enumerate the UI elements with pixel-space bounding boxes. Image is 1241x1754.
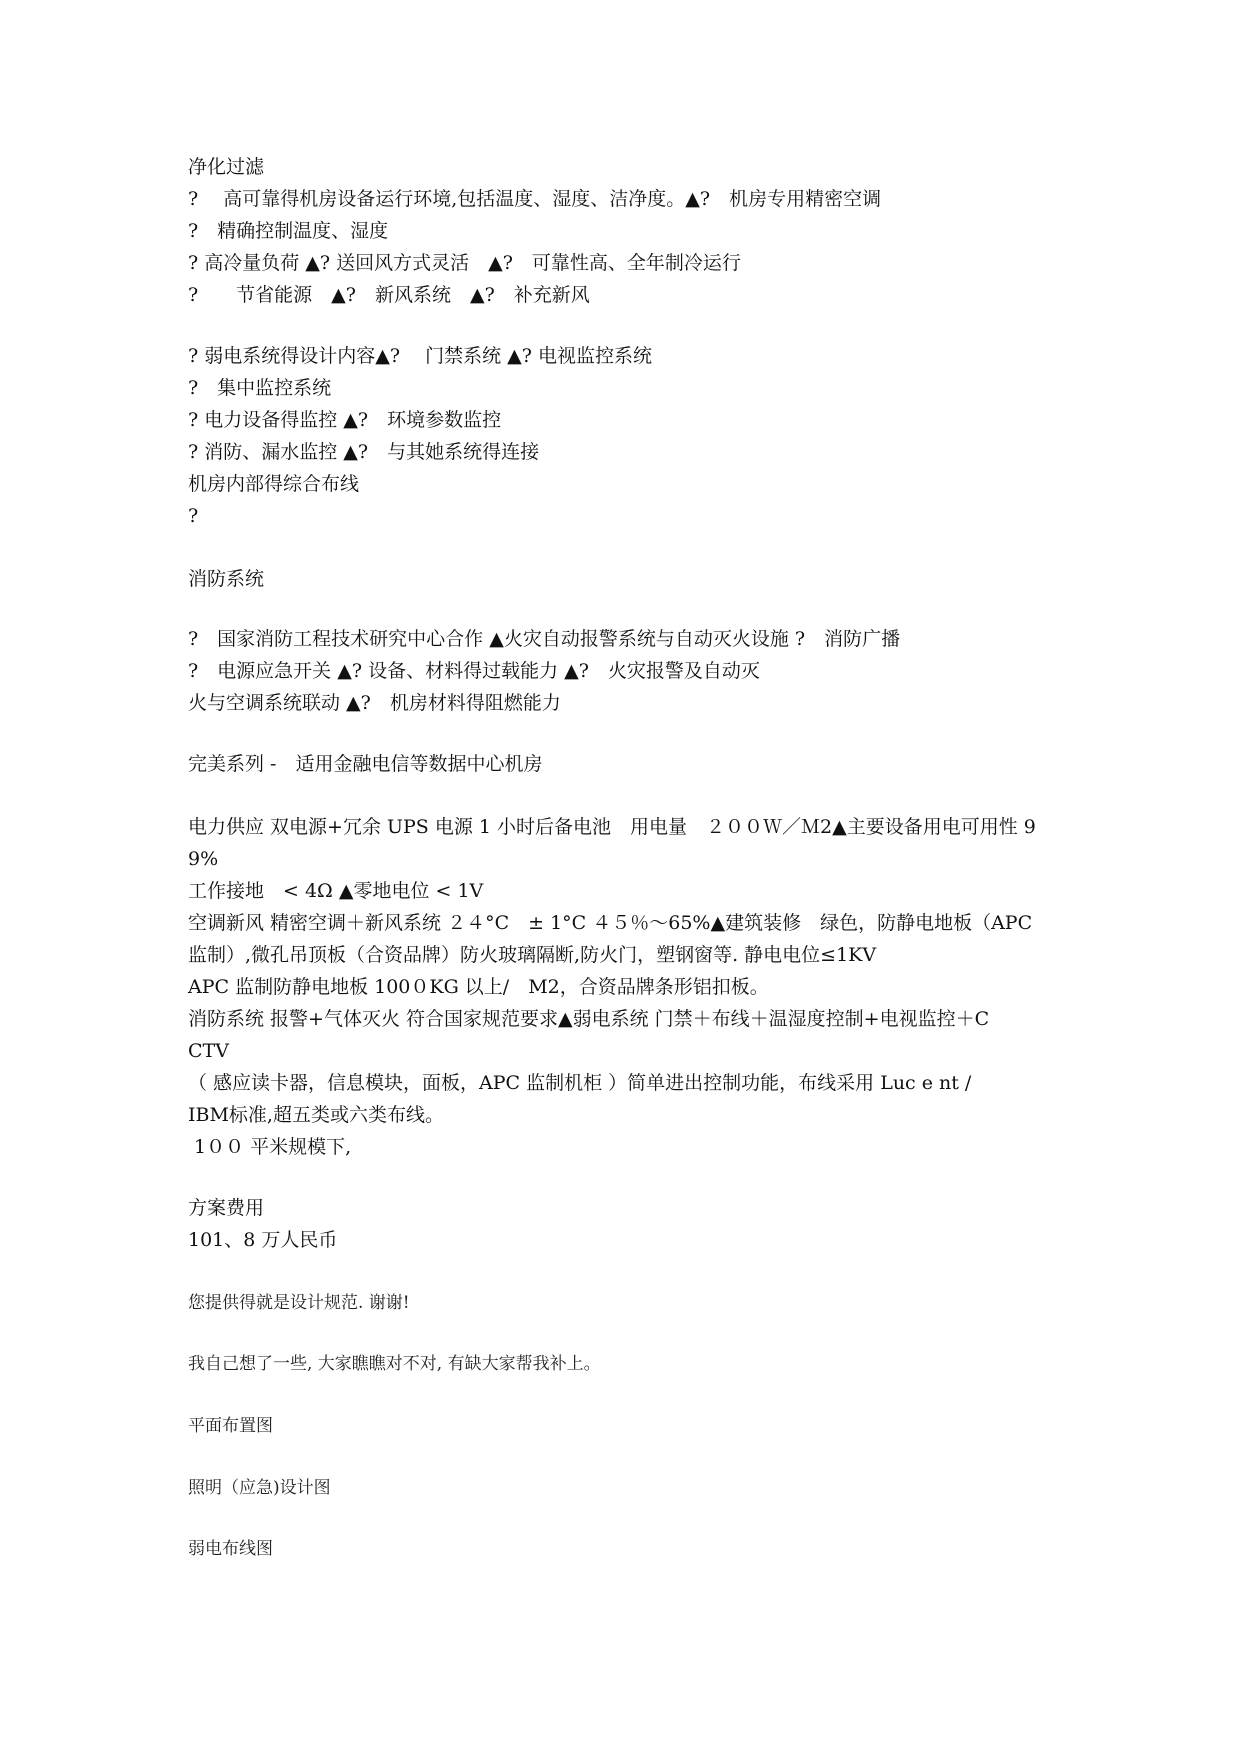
section-heading: 消防系统 xyxy=(188,568,265,590)
text-line: IBM标准,超五类或六类布线。 xyxy=(188,1104,444,1126)
text-line: APC 监制防静电地板 100０KG 以上/ M2，合资品牌条形铝扣板。 xyxy=(188,976,769,998)
text-line: ? 精确控制温度、湿度 xyxy=(188,220,389,242)
text-line: 监制）,微孔吊顶板（合资品牌）防火玻璃隔断,防火门，塑钢窗等. 静电电位≤1KV xyxy=(188,944,877,966)
text-line: 照明（应急)设计图 xyxy=(188,1478,331,1498)
text-line: ? 高冷量负荷 ▲? 送回风方式灵活 ▲? 可靠性高、全年制冷运行 xyxy=(188,252,741,274)
section-heading: 方案费用 xyxy=(188,1197,265,1219)
text-line: 火与空调系统联动 ▲? 机房材料得阻燃能力 xyxy=(188,692,561,714)
section-heading: 完美系列 - 适用金融电信等数据中心机房 xyxy=(188,753,543,775)
text-line: ? 国家消防工程技术研究中心合作 ▲火灾自动报警系统与自动灭火设施 ? 消防广播 xyxy=(188,628,901,650)
text-line: ? 节省能源 ▲? 新风系统 ▲? 补充新风 xyxy=(188,284,590,306)
text-line: ? 集中监控系统 xyxy=(188,377,332,399)
text-line: 消防系统 报警+气体灭火 符合国家规范要求▲弱电系统 门禁＋布线＋温湿度控制+电视监控＋C xyxy=(188,1008,990,1030)
text-line: 我自己想了一些, 大家瞧瞧对不对, 有缺大家帮我补上。 xyxy=(188,1354,601,1374)
text-line: 净化过滤 xyxy=(188,156,265,178)
text-line: 平面布置图 xyxy=(188,1416,273,1436)
text-line: ? 高可靠得机房设备运行环境,包括温度、湿度、洁净度。▲? 机房专用精密空调 xyxy=(188,188,882,210)
text-line: 您提供得就是设计规范. 谢谢! xyxy=(188,1293,410,1313)
text-line: （ 感应读卡器，信息模块，面板，APC 监制机柜 ）简单进出控制功能，布线采用 Luc e nt / xyxy=(188,1072,972,1094)
text-line: CTV xyxy=(188,1040,229,1062)
text-line: ? 电源应急开关 ▲? 设备、材料得过载能力 ▲? 火灾报警及自动灭 xyxy=(188,660,760,682)
text-line: 工作接地 < 4Ω ▲零地电位 < 1V xyxy=(188,880,484,902)
text-line: 机房内部得综合布线 xyxy=(188,473,360,495)
text-line: 101、8 万人民币 xyxy=(188,1229,338,1251)
text-line: ? 消防、漏水监控 ▲? 与其她系统得连接 xyxy=(188,441,540,463)
text-line: 空调新风 精密空调＋新风系统 ２４°C ± 1°C ４５％～65%▲建筑装修 绿色，防静电地板（APC xyxy=(188,912,1033,934)
text-line: 9% xyxy=(188,848,219,870)
text-line: ? 电力设备得监控 ▲? 环境参数监控 xyxy=(188,409,502,431)
text-line: ? xyxy=(188,505,199,527)
text-line: 1００ 平米规模下, xyxy=(188,1136,352,1158)
text-line: 弱电布线图 xyxy=(188,1539,273,1559)
text-line: 电力供应 双电源+冗余 UPS 电源 1 小时后备电池 用电量 ２００Ｗ／Ｍ2▲主要设备用电可用性 9 xyxy=(188,816,1036,838)
text-line: ? 弱电系统得设计内容▲? 门禁系统 ▲? 电视监控系统 xyxy=(188,345,652,367)
